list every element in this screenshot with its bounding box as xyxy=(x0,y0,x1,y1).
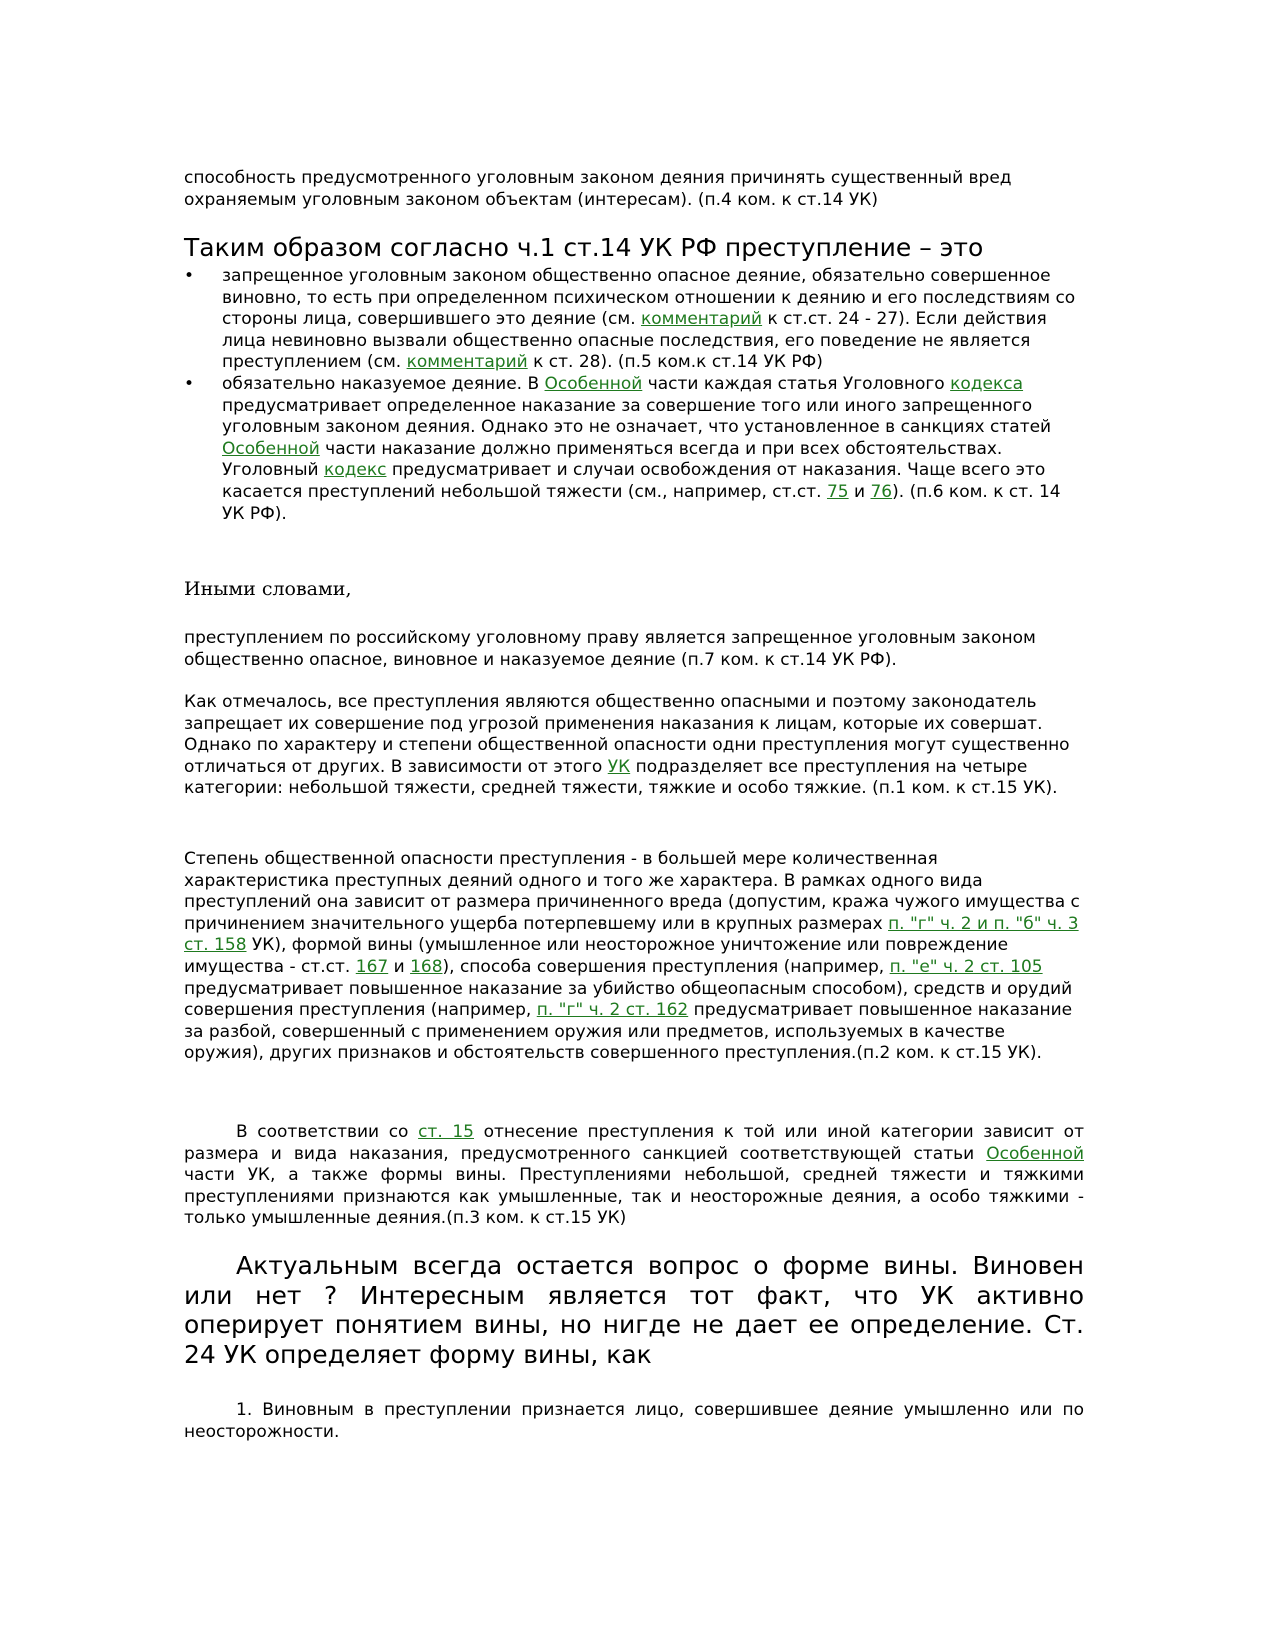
link-article-15[interactable]: ст. 15 xyxy=(418,1122,474,1142)
link-commentary-28[interactable]: комментарий xyxy=(406,352,528,373)
link-article-162[interactable]: п. "г" ч. 2 ст. 162 xyxy=(536,1000,689,1021)
link-article-158[interactable]: п. "г" ч. 2 и п. "б" ч. 3 ст. 158 xyxy=(184,913,1079,956)
link-article-76[interactable]: 76 xyxy=(870,481,893,502)
link-article-105[interactable]: п. "е" ч. 2 ст. 105 xyxy=(889,956,1043,977)
bullet-icon: • xyxy=(184,373,195,394)
link-special-part[interactable]: Особенной xyxy=(544,373,643,394)
paragraph-danger-degree: Степень общественной опасности преступления - в большей мере количественная характеристика преступных деяний одного и того же характера. В рамках одного вида преступлений она зависит от размера причиненного вреда (допустим, кража чужого имущества с причинением значительного ущерба потерпевшему или в крупных размерах п. "г" ч. 2 и п. "б" ч. 3 ст. 158 УК), формой вины (умышленное или неосторожное уничтожение или повреждение имущества - ст.ст. 167 и 168), способа совершения преступления (например, п. "е" ч. 2 ст. 105 предусматривает повышенное наказание за убийство общеопасным способом), средств и орудий совершения преступления (например, п. "г" ч. 2 ст. 162 предусматривает повышенное наказание за разбой, совершенный с применением оружия или предметов, используемых в качестве оружия), других признаков и обстоятельств совершенного преступления.(п.2 ком. к ст.15 УК). xyxy=(184,849,1080,1064)
link-code[interactable]: кодекса xyxy=(950,373,1024,394)
paragraph-article-15: В соответствии со ст. 15 отнесение преступления к той или иной категории зависит от размера и вида наказания, предусмотренного санкцией соответствующей статьи Особенной части УК, а также формы вины. Преступлениями небольшой, средней тяжести и тяжкими преступлениями признаются как умышленные, так и неосторожные деяния, а особо тяжкими - только умышленные деяния.(п.3 ком. к ст.15 УК) xyxy=(184,1122,1084,1229)
link-special-part-3[interactable]: Особенной xyxy=(986,1143,1084,1164)
bullet-list xyxy=(184,266,1084,525)
serif-line-in-other-words: Иными словами, xyxy=(184,578,352,600)
bullet-icon: • xyxy=(184,266,195,286)
heading-crime-definition: Таким образом согласно ч.1 ст.14 УК РФ преступление – это xyxy=(184,233,984,262)
paragraph-form-of-guilt: Актуальным всегда остается вопрос о форме вины. Виновен или нет ? Интересным является тот факт, что УК активно оперирует понятием вины, но нигде не дает ее определение. Ст. 24 УК определяет форму вины, как xyxy=(184,1251,1084,1369)
paragraph-danger-definition: способность предусмотренного уголовным законом деяния причинять существенный вред охраняемым уголовным законом объектам (интересам). (п.4 ком. к ст.14 УК) xyxy=(184,168,1012,210)
link-article-168[interactable]: 168 xyxy=(410,956,443,977)
link-commentary-24-27[interactable]: комментарий xyxy=(641,309,763,330)
bullet-item-punishable: • обязательно наказуемое деяние. В Особенной части каждая статья Уголовного кодекса предусматривает определенное наказание за совершение того или иного запрещенного уголовным законом деяния. Однако это не означает, что установленное в санкциях статей Особенной части наказание должно применяться всегда и при всех обстоятельствах. Уголовный кодекс предусматривает и случаи освобождения от наказания. Чаще всего это касается преступлений небольшой тяжести (см., например, ст.ст. 75 и 76). (п.6 ком. к ст. 14 УК РФ). xyxy=(184,373,1061,524)
link-special-part-2[interactable]: Особенной xyxy=(222,438,320,459)
link-article-75[interactable]: 75 xyxy=(826,481,849,502)
paragraph-guilty-person: 1. Виновным в преступлении признается лицо, совершившее деяние умышленно или по неосторожности. xyxy=(184,1400,1084,1442)
bullet-item-guilt: • запрещенное уголовным законом общественно опасное деяние, обязательно совершенное виновно, то есть при определенном психическом отношении к деянию и его последствиям со стороны лица, совершившего это деяние (см. комментарий к ст.ст. 24 - 27). Если действия лица невиновно вызвали общественно опасные последствия, его поведение не является преступлением (см. комментарий к ст. 28). (п.5 ком.к ст.14 УК РФ) xyxy=(184,266,1076,373)
paragraph-categories: Как отмечалось, все преступления являются общественно опасными и поэтому законодатель запрещает их совершение под угрозой применения наказания к лицам, которые их совершат. Однако по характеру и степени общественной опасности одни преступления могут существенно отличаться от других. В зависимости от этого УК подразделяет все преступления на четыре категории: небольшой тяжести, средней тяжести, тяжкие и особо тяжкие. (п.1 ком. к ст.15 УК). xyxy=(184,692,1070,799)
paragraph-crime-russian-law: преступлением по российскому уголовному праву является запрещенное уголовным законом общественно опасное, виновное и наказуемое деяние (п.7 ком. к ст.14 УК РФ). xyxy=(184,628,1036,670)
link-code-2[interactable]: кодекс xyxy=(323,460,387,481)
link-article-167[interactable]: 167 xyxy=(355,956,389,977)
link-uk[interactable]: УК xyxy=(607,756,631,777)
